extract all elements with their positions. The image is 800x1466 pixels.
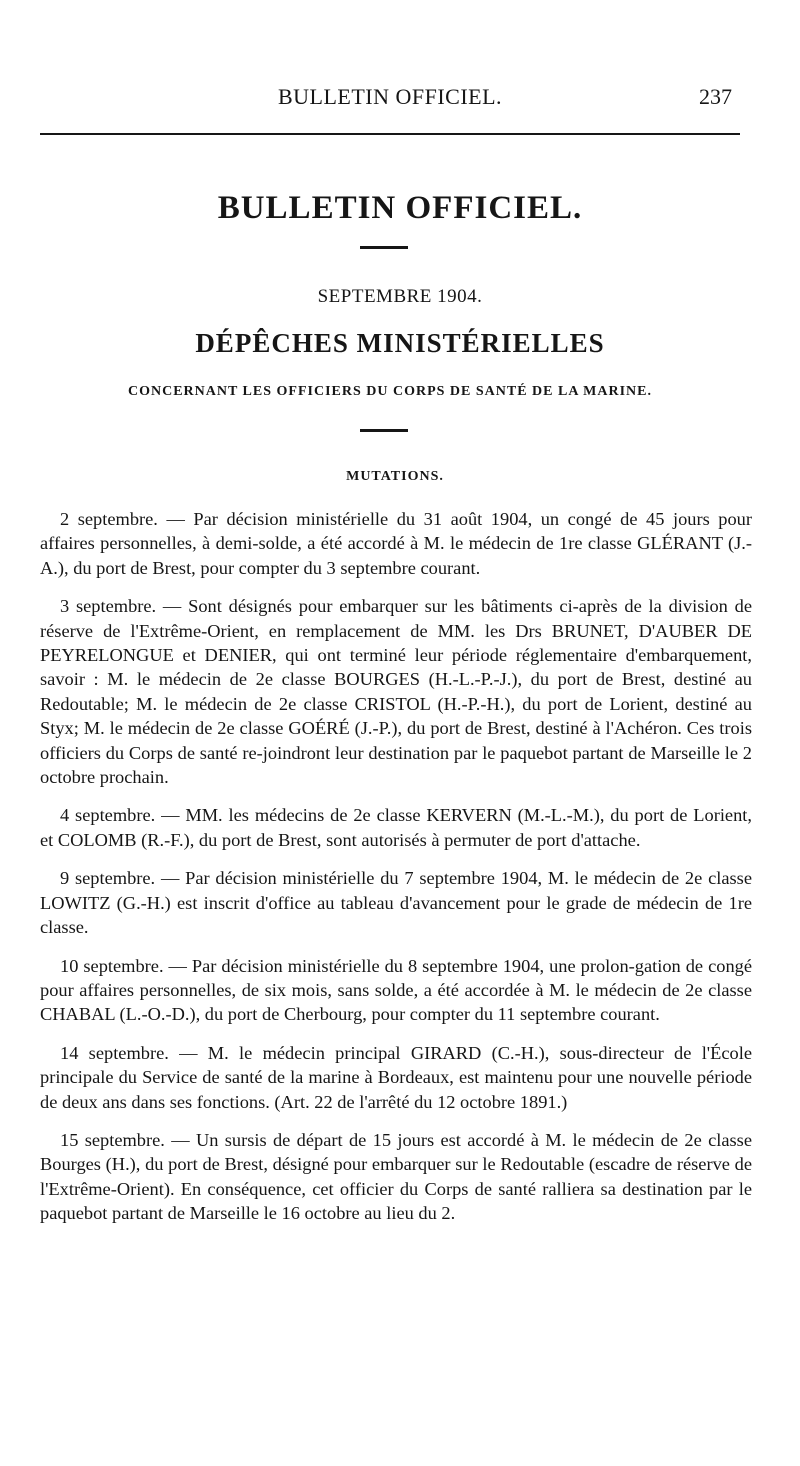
- paragraph-3-septembre: 3 septembre. — Sont désignés pour embarquer sur les bâtiments ci-après de la division de réserve de l'Extrême-Orient, en remplacement de MM. les Drs BRUNET, D'AUBER DE PEYRELONGUE et DENIER, qui ont terminé leur période réglementaire d'embarquement, savoir : M. le médecin de 2e classe BOURGES (H.-L.-P.-J.), du port de Brest, destiné au Redoutable; M. le médecin de 2e classe CRISTOL (H.-P.-H.), du port de Lorient, destiné au Styx; M. le médecin de 2e classe GOÉRÉ (J.-P.), du port de Brest, destiné à l'Achéron. Ces trois officiers du Corps de santé re-joindront leur destination par le paquebot partant de Marseille le 2 octobre prochain.: [40, 596, 752, 788]
- paragraph-2-septembre: 2 septembre. — Par décision ministérielle du 31 août 1904, un congé de 45 jours pour affaires personnelles, à demi-solde, a été accordé à M. le médecin de 1re classe GLÉRANT (J.-A.), du port de Brest, pour compter du 3 septembre courant.: [40, 509, 752, 578]
- page-title: BULLETIN OFFICIEL.: [217, 190, 583, 226]
- paragraph-14-septembre: 14 septembre. — M. le médecin principal GIRARD (C.-H.), sous-directeur de l'École principale du Service de santé de la marine à Bordeaux, est maintenu pour une nouvelle période de deux ans dans ses fonctions. (Art. 22 de l'arrêté du 12 octobre 1891.): [40, 1042, 752, 1112]
- subheading-divider: [360, 429, 408, 432]
- running-head: [40, 84, 740, 114]
- header-rule: [40, 133, 740, 135]
- mutations-heading: MUTATIONS.: [346, 469, 444, 484]
- section-heading: DÉPÊCHES MINISTÉRIELLES: [195, 328, 605, 358]
- document-body: [40, 507, 752, 1240]
- paragraph-4-septembre: 4 septembre. — MM. les médecins de 2e classe KERVERN (M.-L.-M.), du port de Lorient, et COLOMB (R.-F.), du port de Brest, sont autorisés à permuter de port d'attache.: [40, 805, 752, 850]
- page-number: 237: [699, 84, 732, 109]
- paragraph-9-septembre: 9 septembre. — Par décision ministérielle du 7 septembre 1904, M. le médecin de 2e classe LOWITZ (G.-H.) est inscrit d'office au tableau d'avancement pour le grade de médecin de 1re classe.: [40, 868, 752, 938]
- date-heading: SEPTEMBRE 1904.: [317, 286, 483, 307]
- paragraph-10-septembre: 10 septembre. — Par décision ministérielle du 8 septembre 1904, une prolon-gation de congé pour affaires personnelles, de six mois, sans solde, a été accordée à M. le médecin de 2e classe CHABAL (L.-O.-D.), du port de Cherbourg, pour compter du 11 septembre courant.: [40, 955, 752, 1025]
- paragraph-15-septembre: 15 septembre. — Un sursis de départ de 15 jours est accordé à M. le médecin de 2e classe Bourges (H.), du port de Brest, désigné pour embarquer sur le Redoutable (escadre de réserve de l'Extrême-Orient). En conséquence, cet officier du Corps de santé ralliera sa destination par le paquebot partant de Marseille le 16 octobre au lieu du 2.: [40, 1129, 752, 1224]
- title-divider: [360, 246, 408, 249]
- subheading: CONCERNANT LES OFFICIERS DU CORPS DE SANTÉ DE LA MARINE.: [127, 384, 653, 399]
- running-head-title: BULLETIN OFFICIEL.: [277, 84, 503, 109]
